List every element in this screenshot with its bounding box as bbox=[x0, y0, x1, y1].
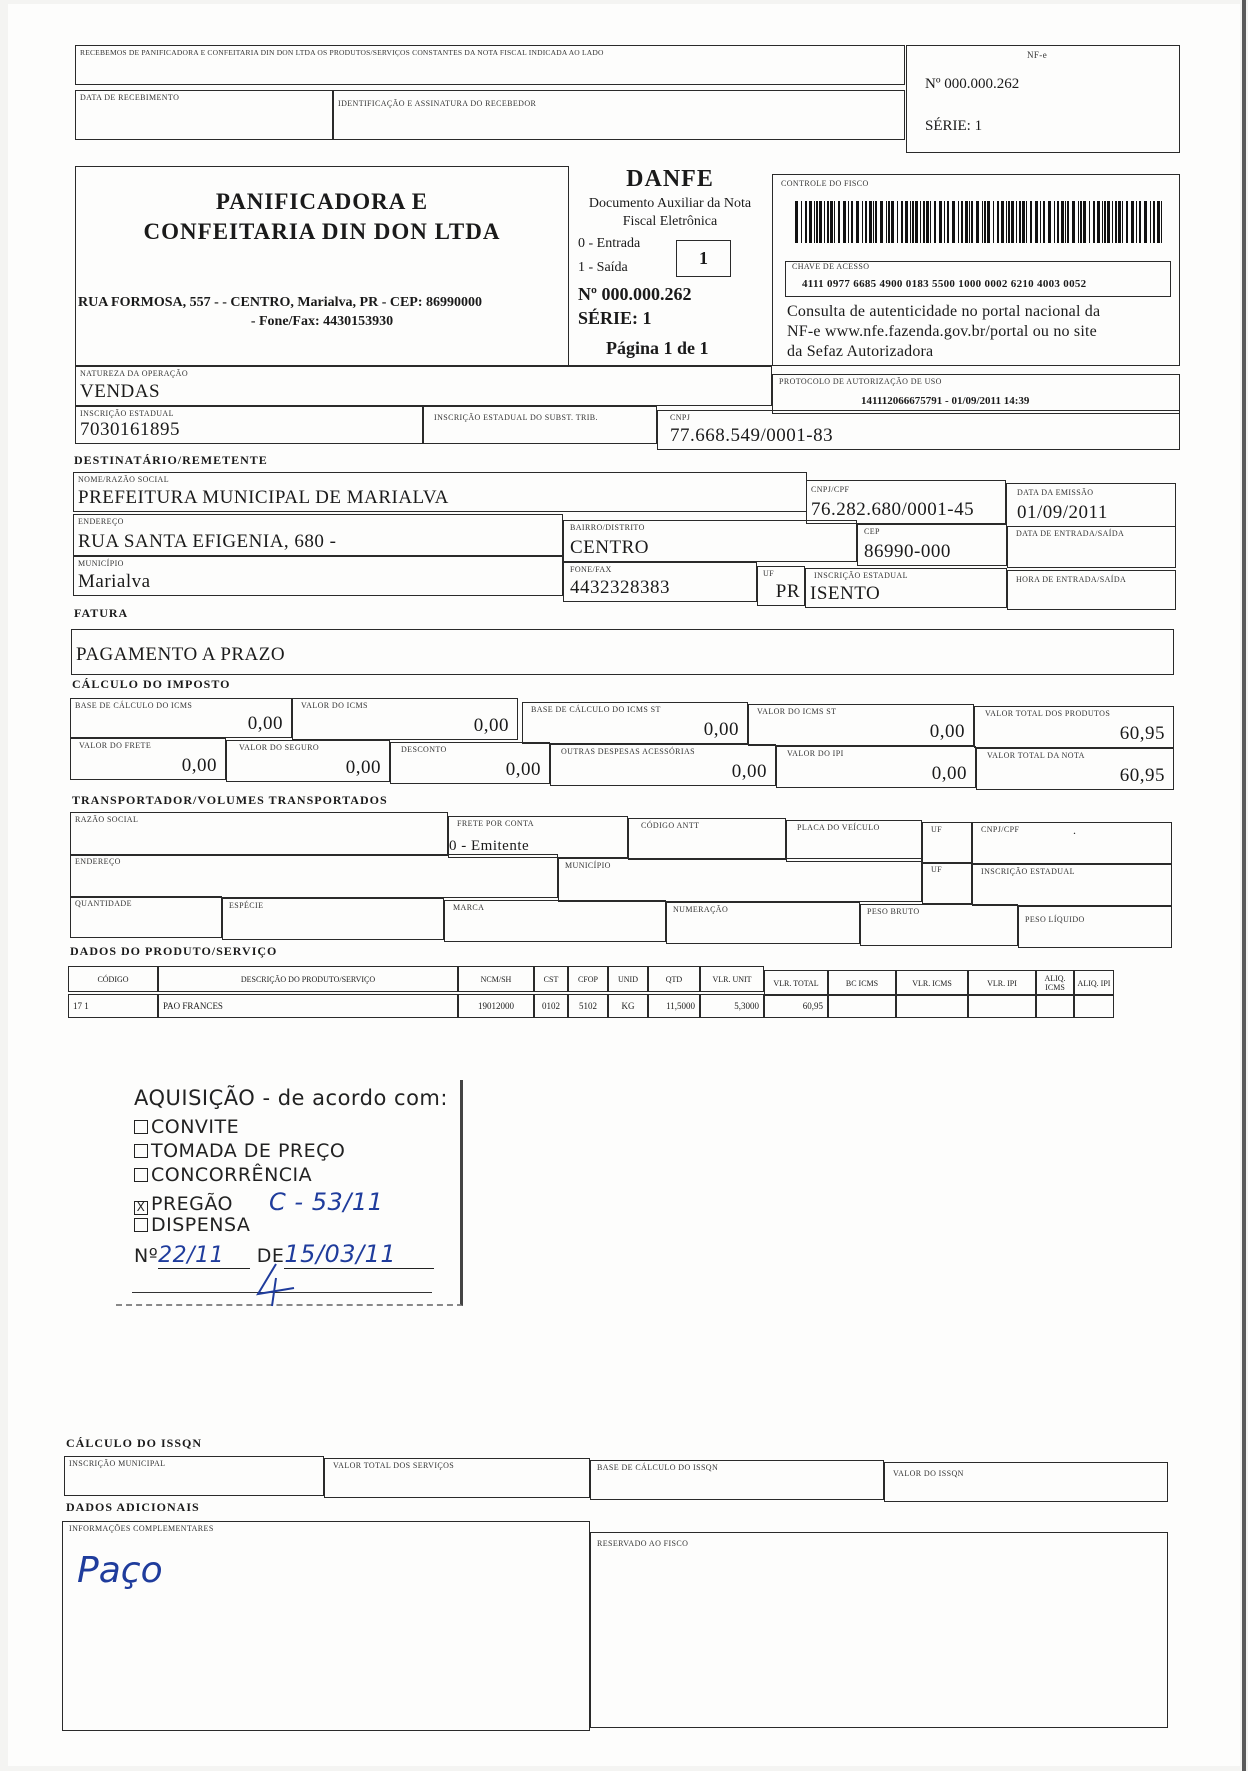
dest-hora-box bbox=[1007, 570, 1176, 610]
emitente-endereco-line1: RUA FORMOSA, 557 - - CENTRO, Marialva, PR - CEP: 86990000 bbox=[78, 295, 483, 310]
dest-emissao-label: DATA DA EMISSÃO bbox=[1017, 488, 1094, 497]
product-header-cell: ALIQ. ICMS bbox=[1036, 970, 1074, 996]
stamp-line-dispensa bbox=[134, 1214, 250, 1236]
transp-uf-label: UF bbox=[931, 825, 943, 834]
produtos-table bbox=[68, 964, 1174, 1034]
issqn-base-label: BASE DE CÁLCULO DO ISSQN bbox=[597, 1463, 719, 1472]
fatura-box bbox=[71, 629, 1174, 675]
protocolo-label: PROTOCOLO DE AUTORIZAÇÃO DE USO bbox=[779, 377, 942, 386]
dest-ie-value: ISENTO bbox=[810, 583, 881, 604]
dest-fone-label: FONE/FAX bbox=[570, 565, 612, 574]
seguro-value: 0,00 bbox=[345, 757, 381, 778]
total-prod-value: 60,95 bbox=[1119, 723, 1165, 744]
product-row-cell bbox=[896, 994, 968, 1018]
dest-cnpj-value: 76.282.680/0001-45 bbox=[811, 499, 975, 520]
aquisicao-stamp bbox=[116, 1080, 463, 1306]
transp-placa-box bbox=[786, 820, 922, 862]
valor-icms-box bbox=[292, 698, 518, 740]
issqn-section-title: CÁLCULO DO ISSQN bbox=[66, 1436, 203, 1450]
ie-value: 7030161895 bbox=[80, 419, 180, 440]
ie-st-label: INSCRIÇÃO ESTADUAL DO SUBST. TRIB. bbox=[434, 413, 598, 422]
ipi-label: VALOR DO IPI bbox=[787, 749, 844, 758]
natureza-box bbox=[75, 366, 772, 406]
product-row-cell: 5,3000 bbox=[700, 994, 764, 1018]
product-header-cell: DESCRIÇÃO DO PRODUTO/SERVIÇO bbox=[158, 966, 458, 992]
dest-nome-box bbox=[73, 472, 807, 512]
scan-edge bbox=[1242, 0, 1246, 1771]
dest-cnpj-box bbox=[806, 480, 1006, 524]
product-row-cell: 17 1 bbox=[68, 994, 158, 1018]
dest-ie-box bbox=[805, 568, 1007, 608]
danfe-title: DANFE bbox=[626, 166, 714, 192]
fisco-chave-label: CHAVE DE ACESSO bbox=[792, 262, 870, 271]
issqn-valor-label: VALOR DO ISSQN bbox=[893, 1469, 964, 1478]
product-row-cell bbox=[1036, 994, 1074, 1018]
transp-peso-bruto-box bbox=[860, 904, 1018, 946]
product-row-cell: 60,95 bbox=[764, 994, 828, 1018]
pregao-checkbox-checked: X bbox=[134, 1201, 148, 1215]
fatura-value: PAGAMENTO A PRAZO bbox=[76, 644, 286, 665]
ie-label: INSCRIÇÃO ESTADUAL bbox=[80, 409, 174, 418]
stamp-line-convite bbox=[134, 1116, 239, 1138]
transp-municipio-box bbox=[558, 858, 922, 902]
base-icms-label: BASE DE CÁLCULO DO ICMS bbox=[75, 701, 193, 710]
transp-marca-label: MARCA bbox=[453, 903, 485, 912]
frete-label: VALOR DO FRETE bbox=[79, 741, 152, 750]
protocolo-value: 141112066675791 - 01/09/2011 14:39 bbox=[861, 395, 1030, 407]
stamp-de-handwritten: 15/03/11 bbox=[284, 1240, 434, 1269]
product-row-cell bbox=[1074, 994, 1114, 1018]
stamp-line-tomada bbox=[134, 1140, 345, 1162]
product-row-cell bbox=[828, 994, 896, 1018]
issqn-total-box bbox=[324, 1458, 590, 1498]
transp-cnpj-label: CNPJ/CPF bbox=[981, 825, 1020, 834]
product-row-cell: 5102 bbox=[568, 994, 608, 1018]
fisco-chave-box bbox=[785, 261, 1171, 297]
product-header-cell: VLR. IPI bbox=[968, 970, 1036, 996]
stamp-no-label: Nº bbox=[134, 1245, 159, 1267]
base-icms-value: 0,00 bbox=[247, 713, 283, 734]
valor-icms-label: VALOR DO ICMS bbox=[301, 701, 368, 710]
fisco-consulta-line1: Consulta de autenticidade no portal nacional da bbox=[787, 303, 1101, 320]
dest-cep-box bbox=[857, 524, 1007, 566]
transp-endereco-label: ENDEREÇO bbox=[75, 857, 121, 866]
ipi-box bbox=[776, 746, 976, 788]
total-nota-label: VALOR TOTAL DA NOTA bbox=[987, 751, 1085, 760]
dest-ie-label: INSCRIÇÃO ESTADUAL bbox=[814, 571, 908, 580]
produtos-section-title: DADOS DO PRODUTO/SERVIÇO bbox=[70, 944, 278, 958]
pregao-label: PREGÃO bbox=[151, 1193, 234, 1215]
dest-bairro-label: BAIRRO/DISTRITO bbox=[570, 523, 645, 532]
emitente-box bbox=[75, 166, 569, 366]
tomada-label: TOMADA DE PREÇO bbox=[151, 1140, 346, 1162]
product-header-cell: NCM/SH bbox=[458, 966, 534, 992]
dest-nome-value: PREFEITURA MUNICIPAL DE MARIALVA bbox=[78, 487, 449, 508]
dest-cep-label: CEP bbox=[864, 527, 880, 536]
danfe-sub1: Documento Auxiliar da Nota bbox=[588, 196, 752, 211]
dest-endereco-box bbox=[73, 514, 563, 556]
outras-box bbox=[550, 744, 776, 786]
dispensa-checkbox bbox=[134, 1218, 148, 1232]
stamp-signature-scribble bbox=[246, 1260, 306, 1310]
product-row-cell: 0102 bbox=[534, 994, 568, 1018]
desconto-label: DESCONTO bbox=[401, 745, 447, 754]
base-st-box bbox=[522, 702, 748, 744]
transp-endereco-box bbox=[70, 854, 558, 898]
transp-antt-box bbox=[628, 818, 786, 860]
pregao-handwritten: C - 53/11 bbox=[269, 1188, 384, 1216]
ie-box bbox=[75, 406, 423, 444]
issqn-total-label: VALOR TOTAL DOS SERVIÇOS bbox=[333, 1461, 455, 1470]
transp-cnpj-box bbox=[972, 822, 1172, 864]
adicionais-section-title: DADOS ADICIONAIS bbox=[66, 1500, 200, 1514]
cnpj-emit-value: 77.668.549/0001-83 bbox=[670, 425, 834, 446]
cnpj-emit-box bbox=[657, 410, 1180, 450]
fatura-section-title: FATURA bbox=[74, 606, 129, 620]
danfe-entrada: 0 - Entrada bbox=[578, 236, 641, 251]
frete-value: 0,00 bbox=[181, 755, 217, 776]
stamp-no-handwritten: 22/11 bbox=[158, 1243, 250, 1269]
valor-st-value: 0,00 bbox=[929, 721, 965, 742]
concorrencia-checkbox bbox=[134, 1168, 148, 1182]
fisco-consulta-line3: da Sefaz Autorizadora bbox=[787, 343, 934, 360]
dest-endereco-label: ENDEREÇO bbox=[78, 517, 124, 526]
canhoto-ident-box bbox=[333, 90, 905, 140]
dest-municipio-label: MUNICÍPIO bbox=[78, 559, 124, 568]
fisco-box bbox=[772, 174, 1180, 366]
info-complementares-box bbox=[62, 1521, 590, 1731]
barcode bbox=[795, 201, 1165, 243]
product-row-cell bbox=[968, 994, 1036, 1018]
valor-st-box bbox=[748, 704, 974, 746]
issqn-valor-box bbox=[884, 1462, 1168, 1502]
dest-bairro-box bbox=[563, 520, 857, 562]
transp-especie-label: ESPÉCIE bbox=[229, 901, 264, 910]
transp-ie-label: INSCRIÇÃO ESTADUAL bbox=[981, 867, 1075, 876]
danfe-tipo: 1 bbox=[699, 248, 708, 268]
protocolo-box bbox=[772, 374, 1180, 414]
product-header-cell: VLR. TOTAL bbox=[764, 970, 828, 996]
info-complementares-label: INFORMAÇÕES COMPLEMENTARES bbox=[69, 1524, 214, 1533]
dest-cep-value: 86990-000 bbox=[864, 541, 951, 562]
canhoto-recebemos-box bbox=[75, 45, 905, 85]
canhoto-ident-label: IDENTIFICAÇÃO E ASSINATURA DO RECEBEDOR bbox=[338, 99, 537, 108]
product-header-cell: VLR. ICMS bbox=[896, 970, 968, 996]
dest-entrada-saida-label: DATA DE ENTRADA/SAÍDA bbox=[1016, 529, 1125, 538]
dest-hora-label: HORA DE ENTRADA/SAÍDA bbox=[1016, 575, 1127, 584]
imposto-section-title: CÁLCULO DO IMPOSTO bbox=[72, 677, 231, 691]
emitente-nome-line2: CONFEITARIA DIN DON LTDA bbox=[143, 219, 501, 244]
canhoto-data-box bbox=[75, 90, 333, 140]
dest-cnpj-label: CNPJ/CPF bbox=[811, 485, 850, 494]
reservado-fisco-box bbox=[590, 1532, 1168, 1728]
outras-value: 0,00 bbox=[731, 761, 767, 782]
fisco-chave: 4111 0977 6685 4900 0183 5500 1000 0002 6210 4003 0052 bbox=[802, 278, 1087, 290]
danfe-serie: SÉRIE: 1 bbox=[578, 308, 652, 328]
valor-st-label: VALOR DO ICMS ST bbox=[757, 707, 837, 716]
transp-cnpj-dot: . bbox=[1073, 823, 1076, 837]
reservado-fisco-label: RESERVADO AO FISCO bbox=[597, 1539, 689, 1548]
transp-placa-label: PLACA DO VEÍCULO bbox=[797, 823, 880, 832]
dest-fone-value: 4432328383 bbox=[570, 577, 670, 598]
total-nota-box bbox=[976, 748, 1174, 790]
product-header-cell: CFOP bbox=[568, 966, 608, 992]
fisco-controle-label: CONTROLE DO FISCO bbox=[781, 179, 869, 188]
total-prod-box bbox=[974, 706, 1174, 748]
transp-uf2-box bbox=[922, 862, 972, 904]
dest-municipio-box bbox=[73, 556, 563, 596]
dest-municipio-value: Marialva bbox=[78, 571, 151, 592]
outras-label: OUTRAS DESPESAS ACESSÓRIAS bbox=[561, 747, 695, 756]
dest-entrada-saida-box bbox=[1007, 526, 1176, 568]
total-prod-label: VALOR TOTAL DOS PRODUTOS bbox=[985, 709, 1111, 718]
base-st-label: BASE DE CÁLCULO DO ICMS ST bbox=[531, 705, 661, 714]
stamp-line-aquisicao: AQUISIÇÃO - de acordo com: bbox=[134, 1086, 448, 1110]
transp-quantidade-label: QUANTIDADE bbox=[75, 899, 132, 908]
transp-especie-box bbox=[222, 898, 444, 940]
danfe-numero: Nº 000.000.262 bbox=[578, 284, 692, 304]
product-header-cell: ALIQ. IPI bbox=[1074, 970, 1114, 996]
info-handwritten-signature: Paço bbox=[77, 1550, 163, 1591]
danfe-sub2: Fiscal Eletrônica bbox=[622, 214, 718, 229]
seguro-label: VALOR DO SEGURO bbox=[239, 743, 320, 752]
product-header-cell: BC ICMS bbox=[828, 970, 896, 996]
transportador-section-title: TRANSPORTADOR/VOLUMES TRANSPORTADOS bbox=[72, 793, 388, 807]
transp-numeracao-label: NUMERAÇÃO bbox=[673, 905, 729, 914]
dest-uf-value: PR bbox=[775, 581, 800, 602]
desconto-value: 0,00 bbox=[505, 759, 541, 780]
danfe-tipo-box bbox=[676, 240, 731, 277]
canhoto-nfe-box bbox=[906, 45, 1180, 153]
transp-razao-label: RAZÃO SOCIAL bbox=[75, 815, 139, 824]
dest-uf-label: UF bbox=[763, 569, 775, 578]
transp-quantidade-box bbox=[70, 896, 222, 938]
transp-frete-box bbox=[448, 816, 628, 858]
issqn-im-label: INSCRIÇÃO MUNICIPAL bbox=[69, 1459, 166, 1468]
product-row-cell: 11,5000 bbox=[648, 994, 700, 1018]
stamp-line-pregao bbox=[134, 1188, 383, 1216]
desconto-box bbox=[390, 742, 550, 784]
convite-label: CONVITE bbox=[151, 1116, 240, 1138]
transp-ie-box bbox=[972, 864, 1172, 906]
destinatario-section-title: DESTINATÁRIO/REMETENTE bbox=[74, 453, 268, 467]
transp-peso-bruto-label: PESO BRUTO bbox=[867, 907, 920, 916]
product-header-cell: VLR. UNIT bbox=[700, 966, 764, 992]
product-header-cell: UNID bbox=[608, 966, 648, 992]
emitente-nome-line1: PANIFICADORA E bbox=[215, 189, 429, 214]
transp-frete-label: FRETE POR CONTA bbox=[457, 819, 534, 828]
fisco-consulta-line2: NF-e www.nfe.fazenda.gov.br/portal ou no site bbox=[787, 323, 1097, 340]
natureza-value: VENDAS bbox=[80, 381, 161, 402]
transp-numeracao-box bbox=[666, 902, 860, 944]
seguro-box bbox=[226, 740, 390, 782]
dest-emissao-box bbox=[1006, 483, 1176, 527]
natureza-label: NATUREZA DA OPERAÇÃO bbox=[80, 369, 189, 378]
base-st-value: 0,00 bbox=[703, 719, 739, 740]
transp-antt-label: CÓDIGO ANTT bbox=[641, 821, 700, 830]
transp-razao-box bbox=[70, 812, 448, 856]
dest-endereco-value: RUA SANTA EFIGENIA, 680 - bbox=[78, 531, 337, 552]
transp-marca-box bbox=[444, 900, 666, 942]
total-nota-value: 60,95 bbox=[1119, 765, 1165, 786]
danfe-box bbox=[568, 166, 772, 366]
canhoto-nfe-label: NF-e bbox=[1027, 50, 1048, 60]
dest-emissao-value: 01/09/2011 bbox=[1017, 502, 1108, 523]
tomada-checkbox bbox=[134, 1144, 148, 1158]
cnpj-emit-label: CNPJ bbox=[670, 413, 691, 422]
emitente-endereco-line2: - Fone/Fax: 4430153930 bbox=[250, 314, 394, 329]
canhoto-data-label: DATA DE RECEBIMENTO bbox=[80, 93, 180, 102]
dest-uf-box bbox=[757, 566, 805, 606]
transp-uf-box bbox=[922, 822, 972, 864]
issqn-base-box bbox=[590, 1460, 884, 1500]
product-header-cell: CÓDIGO bbox=[68, 966, 158, 992]
product-header-cell: QTD bbox=[648, 966, 700, 992]
frete-box bbox=[70, 738, 226, 780]
canhoto-numero: Nº 000.000.262 bbox=[925, 76, 1020, 92]
product-row-cell: KG bbox=[608, 994, 648, 1018]
concorrencia-label: CONCORRÊNCIA bbox=[151, 1164, 313, 1186]
canhoto-serie: SÉRIE: 1 bbox=[925, 118, 983, 134]
product-header-cell: CST bbox=[534, 966, 568, 992]
product-row-cell: 19012000 bbox=[458, 994, 534, 1018]
convite-checkbox bbox=[134, 1120, 148, 1134]
transp-uf2-label: UF bbox=[931, 865, 943, 874]
issqn-im-box bbox=[64, 1456, 324, 1496]
product-row-cell: PAO FRANCES bbox=[158, 994, 458, 1018]
canhoto-recebemos-text: RECEBEMOS DE PANIFICADORA E CONFEITARIA DIN DON LTDA OS PRODUTOS/SERVIÇOS CONSTANTES DA NOTA FISCAL INDICADA AO LADO bbox=[80, 48, 604, 57]
transp-peso-liquido-label: PESO LÍQUIDO bbox=[1025, 915, 1085, 924]
dest-nome-label: NOME/RAZÃO SOCIAL bbox=[78, 475, 170, 484]
transp-frete-value: 0 - Emitente bbox=[449, 838, 530, 854]
dest-bairro-value: CENTRO bbox=[570, 537, 649, 558]
stamp-de-label: DE bbox=[256, 1245, 285, 1267]
base-icms-box bbox=[70, 698, 292, 738]
ipi-value: 0,00 bbox=[931, 763, 967, 784]
dispensa-label: DISPENSA bbox=[151, 1214, 251, 1236]
danfe-saida: 1 - Saída bbox=[578, 260, 628, 275]
transp-peso-liquido-box bbox=[1018, 906, 1172, 948]
dest-fone-box bbox=[563, 562, 757, 602]
danfe-pagina: Página 1 de 1 bbox=[606, 338, 709, 358]
ie-st-box bbox=[423, 406, 657, 444]
transp-municipio-label: MUNICÍPIO bbox=[565, 861, 611, 870]
stamp-line-concorrencia bbox=[134, 1164, 312, 1186]
valor-icms-value: 0,00 bbox=[473, 715, 509, 736]
